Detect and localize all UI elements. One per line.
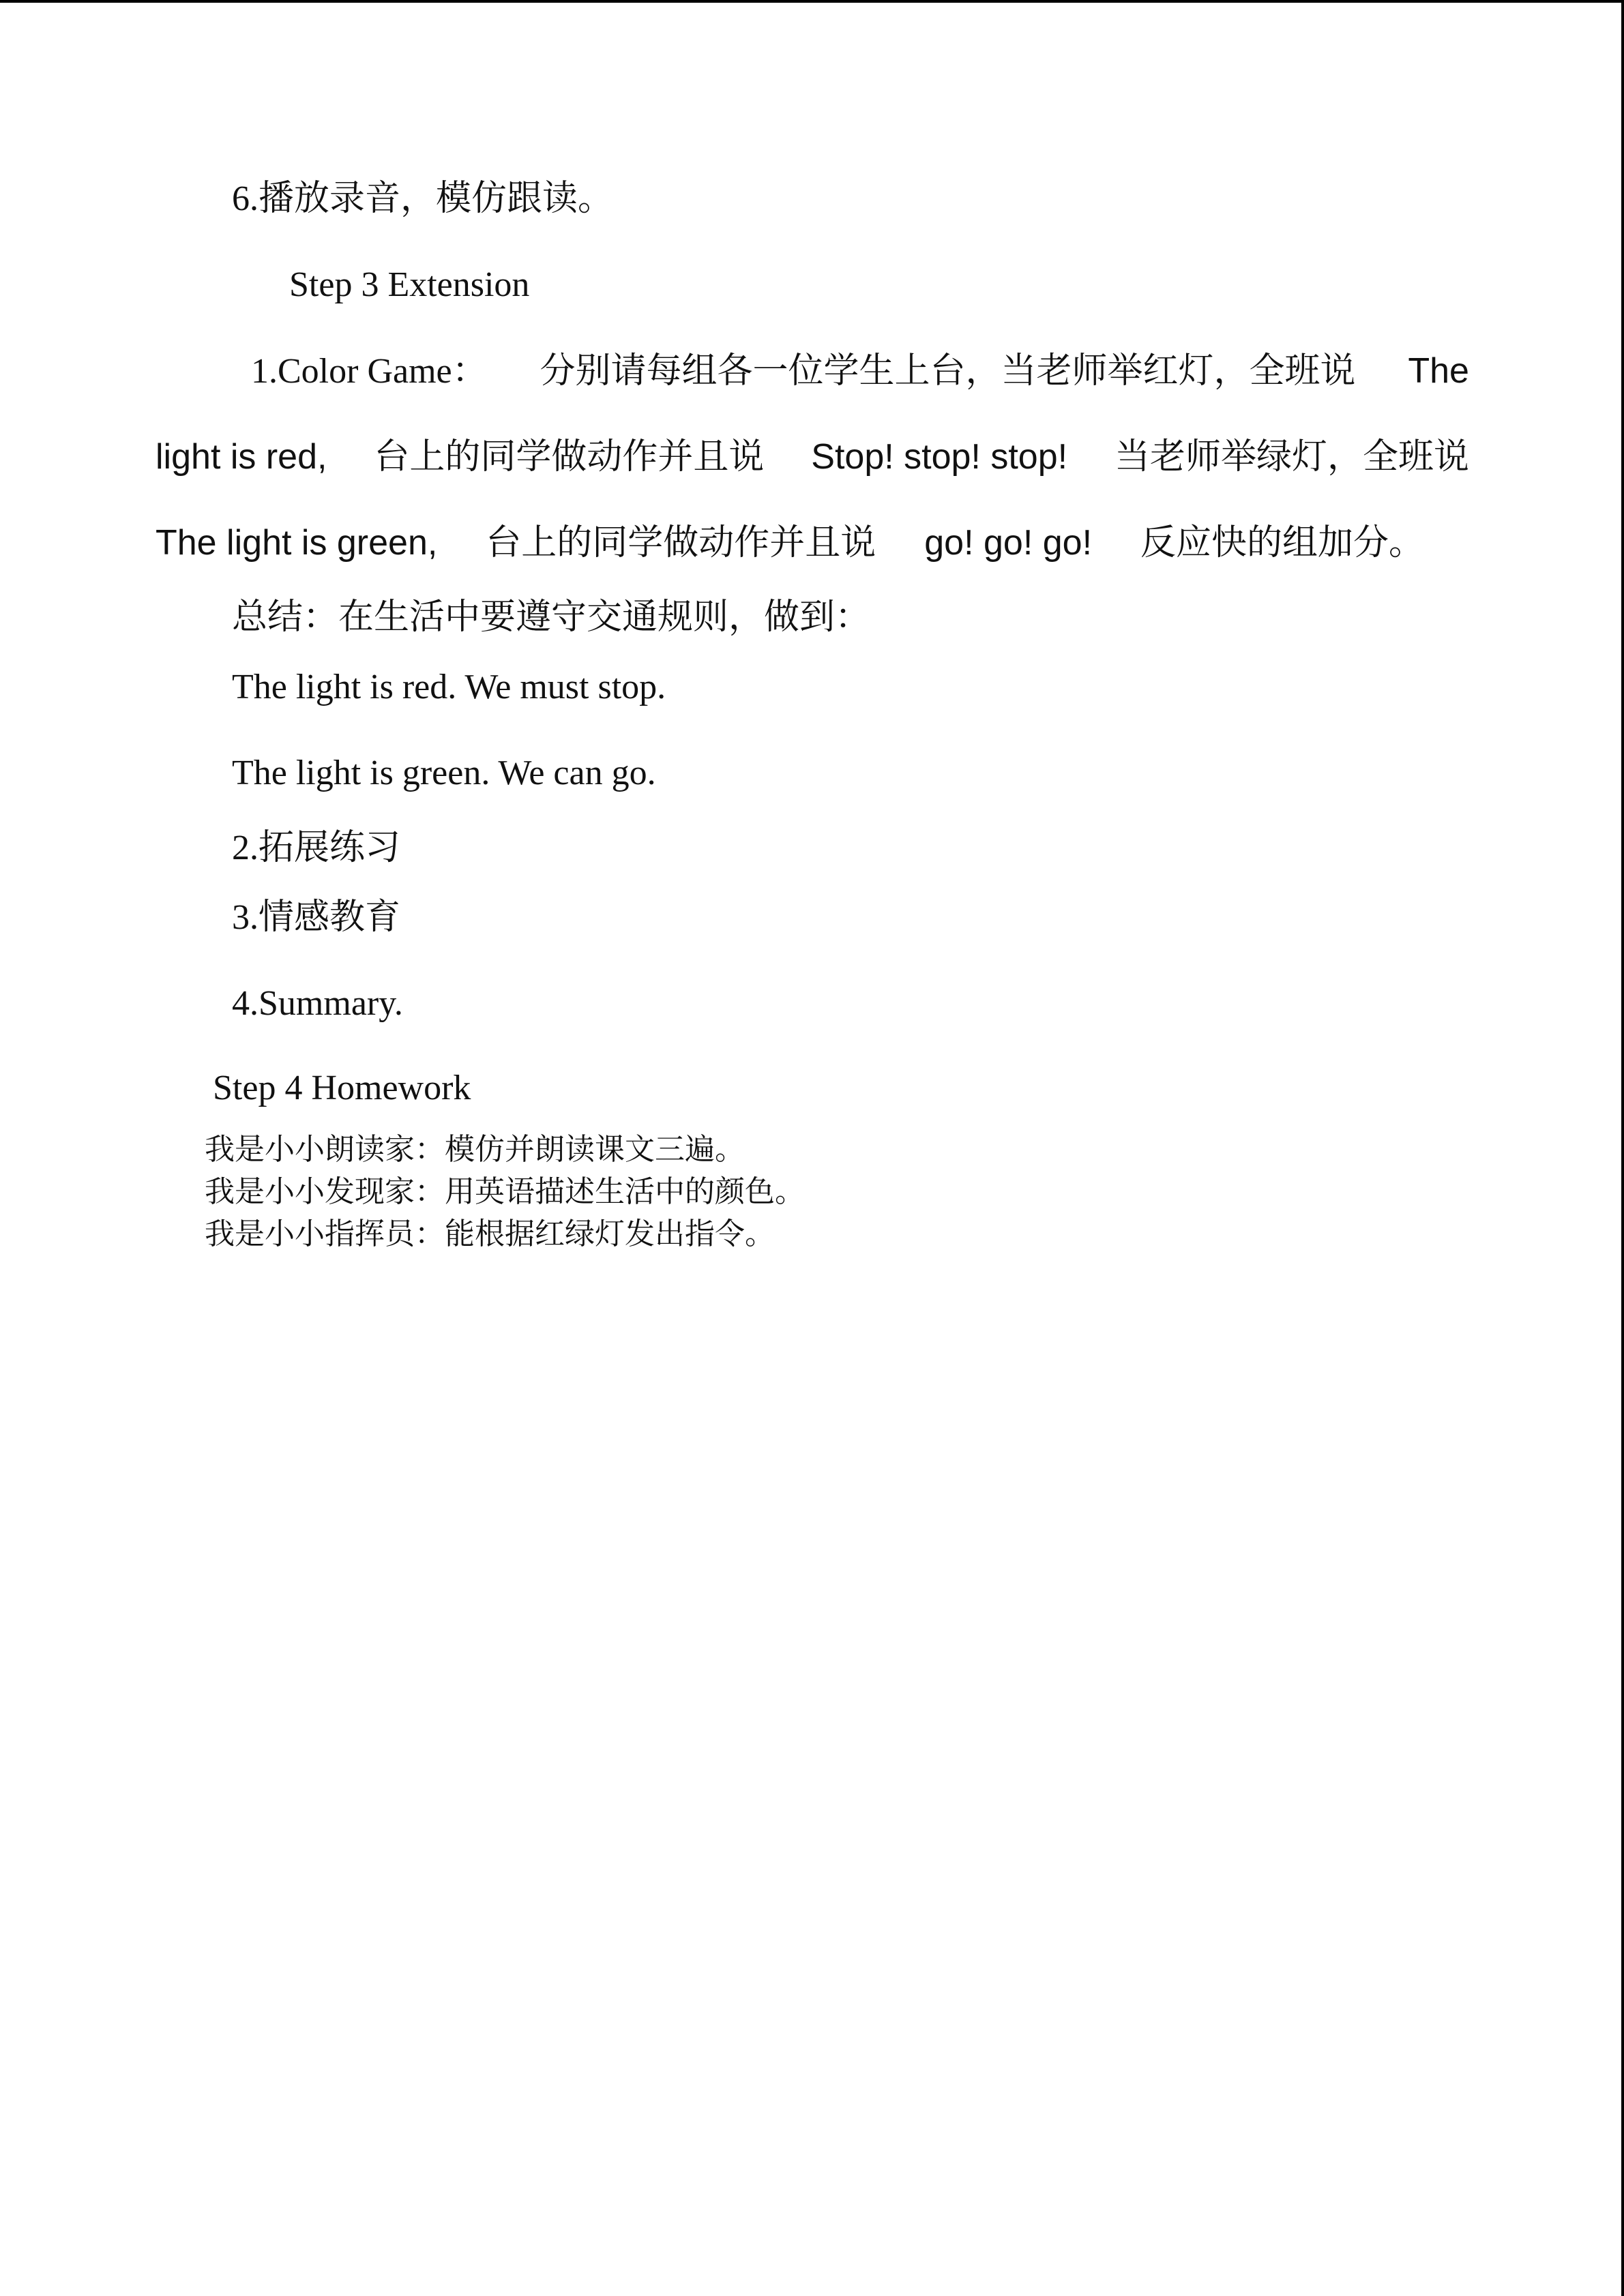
homework-item-2: 我是小小发现家：用英语描述生活中的颜色。	[205, 1175, 805, 1208]
color-game-red-phrase: light is red,	[156, 437, 327, 477]
color-game-green-phrase: The light is green,	[156, 523, 438, 563]
extension-item-2: 2.拓展练习	[232, 829, 401, 867]
color-game-action-text: 台上的同学做动作并且说	[374, 438, 765, 477]
color-game-line-3	[156, 525, 1424, 561]
color-game-stop-phrase: Stop! stop! stop!	[811, 437, 1068, 477]
rule-green: The light is green. We can go.	[232, 754, 656, 792]
summary-intro: 总结：在生活中要遵守交通规则，做到：	[232, 598, 871, 637]
color-game-the: The	[1408, 351, 1469, 391]
homework-item-3: 我是小小指挥员：能根据红绿灯发出指令。	[205, 1217, 775, 1251]
color-game-line-2	[156, 439, 1469, 475]
color-game-go-phrase: go! go! go!	[924, 523, 1093, 563]
color-game-score-text: 反应快的组加分。	[1140, 524, 1424, 563]
color-game-lead: 1.Color Game：	[251, 352, 488, 391]
extension-item-4: 4.Summary.	[232, 984, 403, 1023]
step2-item-6: 6.播放录音，模仿跟读。	[232, 179, 614, 218]
color-game-action-text-2: 台上的同学做动作并且说	[486, 524, 876, 563]
step3-heading: Step 3 Extension	[289, 265, 530, 304]
color-game-text: 分别请每组各一位学生上台，当老师举红灯，全班说	[540, 352, 1356, 391]
color-game-line-1	[251, 353, 1469, 389]
homework-item-1: 我是小小朗读家：模仿并朗读课文三遍。	[205, 1133, 745, 1166]
color-game-green-cue: 当老师举绿灯，全班说	[1114, 438, 1469, 477]
step4-heading: Step 4 Homework	[213, 1069, 471, 1107]
rule-red: The light is red. We must stop.	[232, 668, 666, 706]
extension-item-3: 3.情感教育	[232, 898, 401, 937]
